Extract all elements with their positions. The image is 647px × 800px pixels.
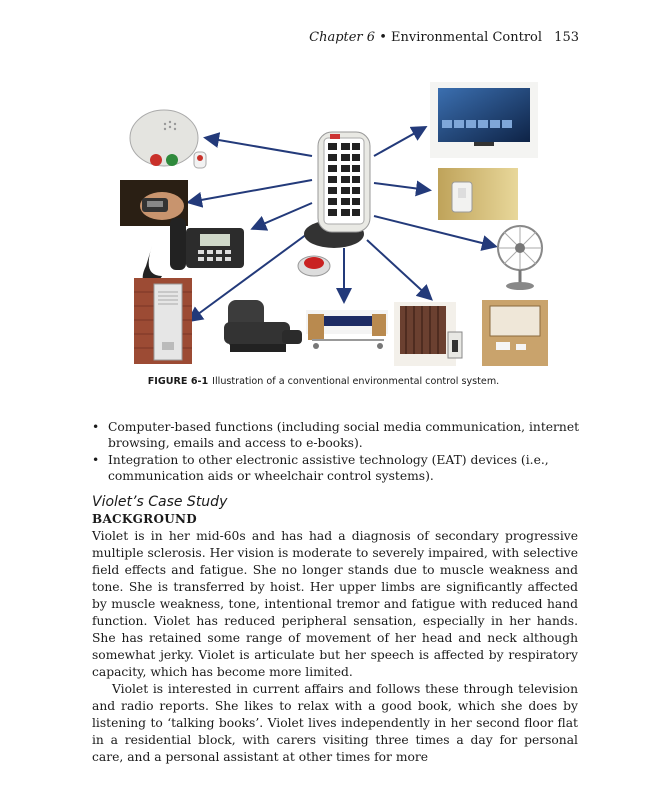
body-paragraph: Violet is in her mid-60s and has had a diagnosis of secondary progressive multiple sclerosis. Her vision is moderate to severely impaired, with selective field effects and fatigue. She no longer stands due to muscle weakness and tone. She is transferred by hoist. Her upper limbs are significantly affected by muscle weakness, tone, intentional tremor and fatigue with reduced hand function. Violet has reduced peripheral sensation, especially in her hands. She has retained some range of movement of her head and neck although somewhat jerky. Violet is articulate but her speech is affected by respiratory capacity, which has become more limited. <box>92 529 578 679</box>
central-controller-image <box>304 132 370 248</box>
arrow-to-light <box>374 183 428 190</box>
header-separator: • <box>379 30 387 45</box>
window-opener-image <box>482 300 548 366</box>
bullet-item: • Integration to other electronic assistive technology (EAT) devices (i.e., communication aids or wheelchair control systems). <box>92 452 582 484</box>
page-number: 153 <box>554 30 579 45</box>
arrow-to-alarm <box>207 138 312 156</box>
figure-6-1 <box>112 78 562 370</box>
section-title: Environmental Control <box>391 30 543 45</box>
switch-button-image <box>298 256 330 276</box>
curtains-image <box>394 302 462 366</box>
case-study-title: Violet’s Case Study <box>92 494 228 510</box>
profiling-bed-image <box>306 310 388 349</box>
electric-fan-image <box>498 226 542 290</box>
door-entry-panel-image <box>134 278 192 364</box>
riser-recliner-chair-image <box>224 300 302 352</box>
arrow-to-fan <box>374 216 494 246</box>
arrow-to-pendant <box>190 180 312 202</box>
telephone-image <box>143 218 244 286</box>
arrow-to-phone <box>254 203 312 228</box>
figure-caption <box>0 376 647 387</box>
feature-bullet-list <box>92 419 582 485</box>
background-heading: BACKGROUND <box>92 512 197 526</box>
television-image <box>430 82 538 158</box>
figure-label: FIGURE 6-1 <box>147 376 209 387</box>
lighting-image <box>438 168 518 220</box>
figure-caption-text: Illustration of a conventional environmental control system. <box>212 376 500 387</box>
chapter-label: Chapter 6 <box>309 30 376 45</box>
bullet-item: • Computer-based functions (including social media communication, internet browsing, emails and access to e-books). <box>92 419 582 451</box>
environmental-control-illustration <box>112 78 562 370</box>
running-head <box>309 30 579 45</box>
arrow-to-tv <box>374 128 424 156</box>
body-paragraph: Violet is interested in current affairs and follows these through television and radio reports. She likes to relax with a good book, which she does by listening to ‘talking books’. Violet lives independently in her second floor flat in a residential block, with carers visiting three times a day for personal care, and a personal assistant at other times for more <box>92 682 578 764</box>
case-study-body <box>92 528 578 766</box>
arrow-to-curtains <box>367 240 430 298</box>
alarm-unit-image <box>130 110 206 168</box>
